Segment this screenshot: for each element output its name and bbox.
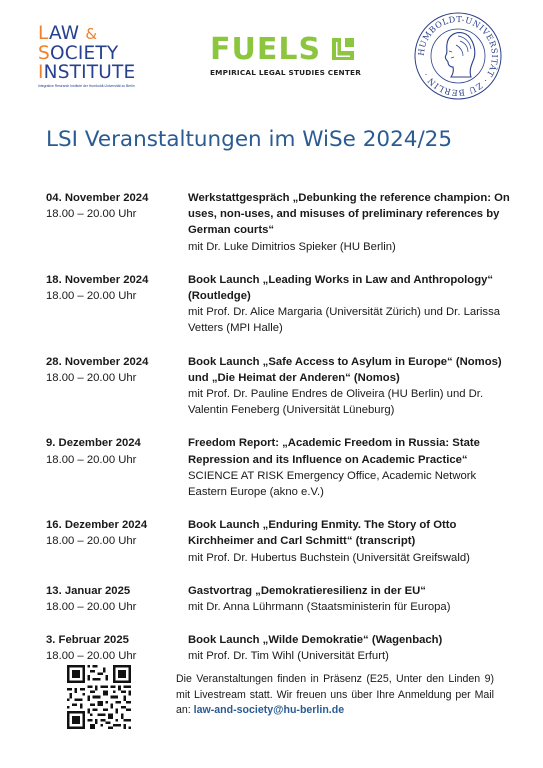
event-detail bbox=[188, 272, 516, 337]
fuels-subtitle: EMPIRICAL LEGAL STUDIES CENTER bbox=[210, 68, 362, 77]
event-title: Gastvortrag „Demokratieresilienz in der EU“ bbox=[188, 584, 426, 597]
event-when bbox=[46, 190, 188, 255]
event-item bbox=[46, 272, 516, 337]
event-time: 18.00 – 20.00 Uhr bbox=[46, 371, 137, 384]
event-item bbox=[46, 190, 516, 255]
page-title: LSI Veranstaltungen im WiSe 2024/25 bbox=[46, 127, 453, 152]
event-time: 18.00 – 20.00 Uhr bbox=[46, 535, 137, 548]
event-speaker: mit Dr. Luke Dimitrios Spieker (HU Berlin) bbox=[188, 240, 396, 253]
event-date: 16. Dezember 2024 bbox=[46, 519, 148, 532]
event-when bbox=[46, 272, 188, 337]
qr-code-icon bbox=[67, 665, 131, 729]
event-speaker: mit Dr. Anna Lührmann (Staatsministerin für Europa) bbox=[188, 601, 451, 614]
footer-notice bbox=[176, 672, 494, 719]
event-title: Book Launch „Enduring Enmity. The Story of Otto Kirchheimer and Carl Schmitt“ (transcript) bbox=[188, 519, 457, 548]
event-when bbox=[46, 354, 188, 419]
event-detail bbox=[188, 435, 516, 500]
event-date: 13. Januar 2025 bbox=[46, 584, 131, 597]
event-time: 18.00 – 20.00 Uhr bbox=[46, 650, 137, 663]
lsi-logo-line-institute: INSTITUTE bbox=[38, 62, 136, 83]
event-date: 04. November 2024 bbox=[46, 192, 149, 204]
event-speaker: mit Prof. Dr. Pauline Endres de Oliveira (HU Berlin) und Dr. Valentin Feneberg (Universität Lüneburg) bbox=[188, 388, 484, 417]
event-date: 28. November 2024 bbox=[46, 355, 149, 368]
email-link[interactable]: law-and-society@hu-berlin.de bbox=[193, 704, 345, 717]
event-title: Book Launch „Safe Access to Asylum in Europe“ (Nomos) und „Die Heimat der Anderen“ (Nomos) bbox=[188, 355, 502, 384]
event-speaker: mit Prof. Dr. Hubertus Buchstein (Universität Greifswald) bbox=[188, 551, 470, 564]
event-when bbox=[46, 517, 188, 566]
event-date: 18. November 2024 bbox=[46, 273, 149, 286]
event-detail bbox=[188, 583, 516, 615]
event-title: Book Launch „Wilde Demokratie“ (Wagenbach) bbox=[188, 634, 443, 647]
event-item bbox=[46, 517, 516, 566]
event-when bbox=[46, 632, 188, 664]
event-detail bbox=[188, 632, 516, 664]
fuels-logo bbox=[210, 34, 388, 77]
fuels-bracket-icon bbox=[330, 36, 356, 62]
lsi-logo-line-law: LAW & bbox=[38, 23, 98, 44]
event-title: Freedom Report: „Academic Freedom in Russia: State Repression and its Influence on Academic Practice“ bbox=[188, 437, 480, 466]
event-list bbox=[46, 190, 516, 682]
lsi-logo bbox=[38, 24, 178, 88]
event-detail bbox=[188, 517, 516, 566]
lsi-logo-subtitle: Integrative Research Institute der Humboldt-Universität zu Berlin bbox=[38, 84, 135, 88]
event-item bbox=[46, 354, 516, 419]
event-when bbox=[46, 583, 188, 615]
humboldt-seal-logo bbox=[413, 11, 503, 101]
event-date: 3. Februar 2025 bbox=[46, 634, 129, 647]
event-speaker: mit Prof. Dr. Alice Margaria (Universität Zürich) und Dr. Larissa Vetters (MPI Halle) bbox=[188, 306, 501, 335]
event-time: 18.00 – 20.00 Uhr bbox=[46, 601, 137, 614]
event-detail bbox=[188, 354, 516, 419]
event-item bbox=[46, 583, 516, 615]
event-item bbox=[46, 435, 516, 500]
event-date: 9. Dezember 2024 bbox=[46, 437, 141, 450]
event-time: 18.00 – 20.00 Uhr bbox=[46, 208, 137, 221]
event-title: Book Launch „Leading Works in Law and Anthropology“ (Routledge) bbox=[188, 273, 494, 303]
event-item bbox=[46, 632, 516, 664]
event-title: Werkstattgespräch „Debunking the reference champion: On uses, non-uses, and misuses of preliminary references by German courts“ bbox=[188, 192, 510, 237]
svg-text:HUMBOLDT-UNIVERSITÄT · ZU BERL: HUMBOLDT-UNIVERSITÄT · ZU BERLIN · bbox=[415, 13, 501, 99]
event-time: 18.00 – 20.00 Uhr bbox=[46, 453, 137, 466]
event-speaker: mit Prof. Dr. Tim Wihl (Universität Erfurt) bbox=[188, 650, 389, 663]
event-detail bbox=[188, 190, 516, 255]
event-speaker: SCIENCE AT RISK Emergency Office, Academic Network Eastern Europe (akno e.V.) bbox=[188, 469, 477, 499]
event-time: 18.00 – 20.00 Uhr bbox=[46, 290, 137, 303]
event-when bbox=[46, 435, 188, 500]
footer-notice-text: Die Veranstaltungen finden in Präsenz (E25, Unter den Linden 9) mit Livestream statt. Wir freuen uns über Ihre Anmeldung per Mail an: bbox=[176, 673, 494, 717]
fuels-wordmark: FUELS bbox=[210, 32, 322, 67]
lsi-logo-line-society: SOCIETY bbox=[38, 43, 119, 64]
